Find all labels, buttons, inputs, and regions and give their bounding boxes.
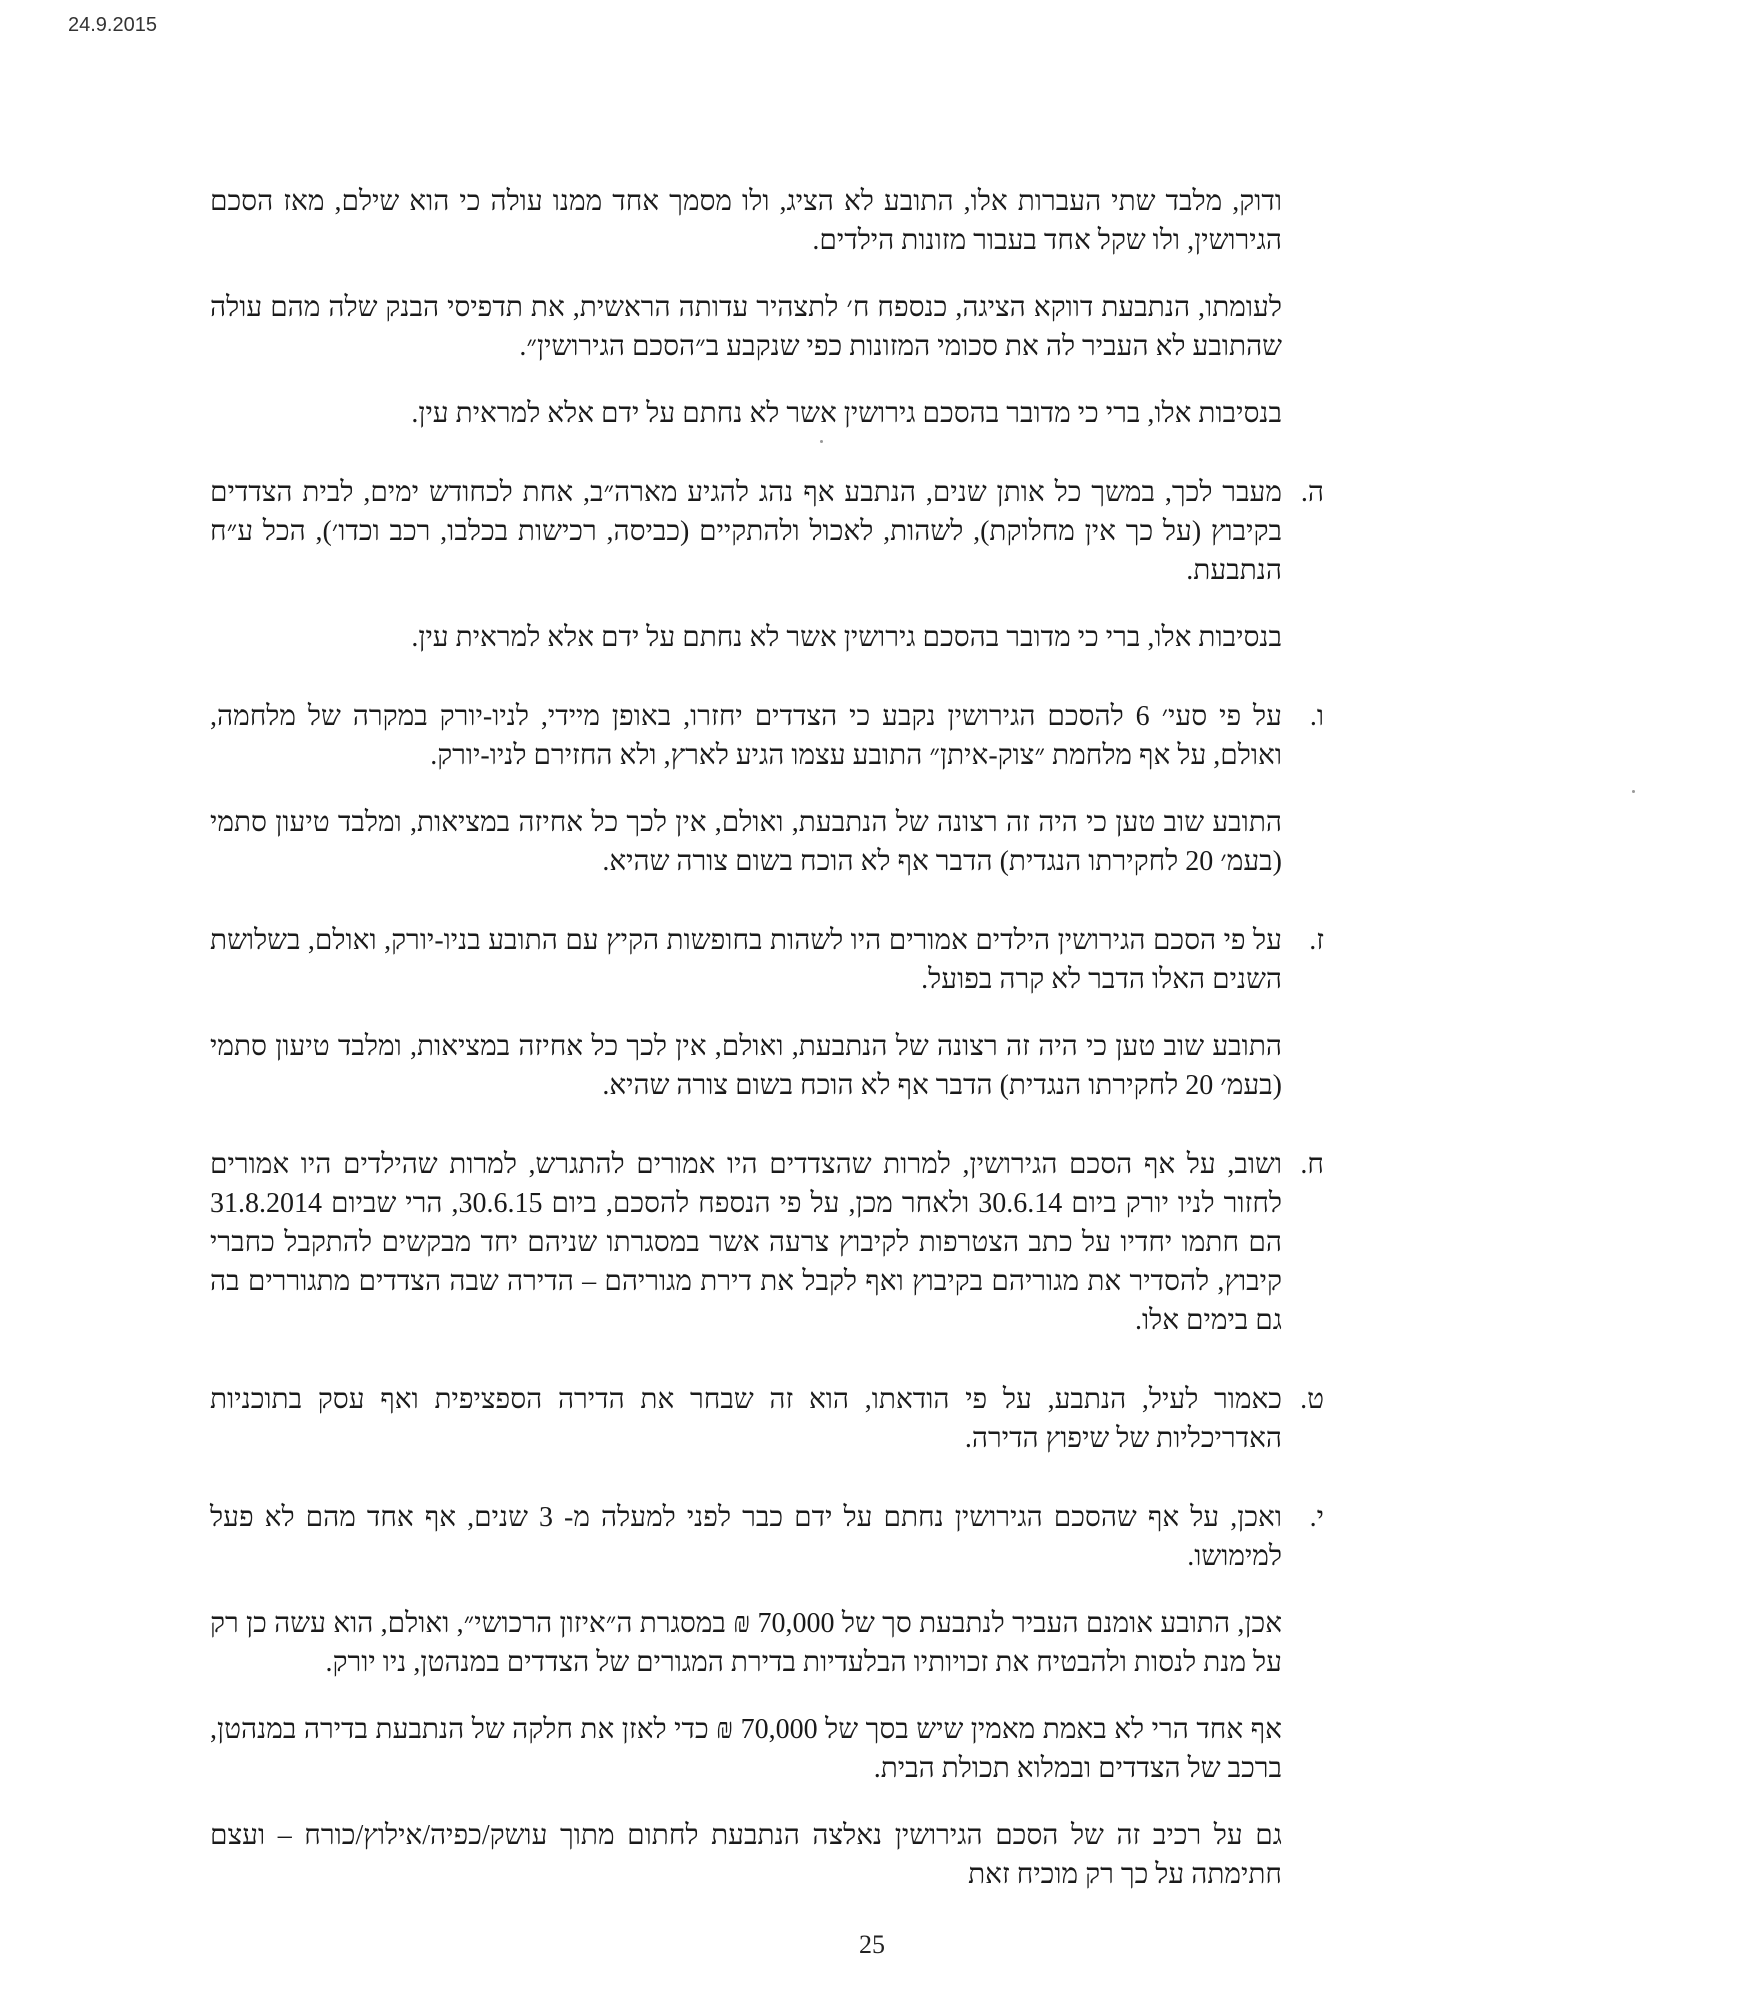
list-marker: ה. <box>1300 477 1324 508</box>
page-number: 25 <box>859 1930 885 1959</box>
paragraph: אכן, התובע אומנם העביר לנתבעת סך של 70,000 ₪ במסגרת ה״איזון הרכושי״, ואולם, הוא עשה כן רק על מנת לנסות ולהבטיח את זכויותיו הבלעדיות בדירת המגורים של הצדדים במנהטן, ניו יורק. <box>210 1608 1282 1678</box>
list-item: ח. ושוב, על אף הסכם הגירושין, למרות שהצדדים היו אמורים להתגרש, למרות שהילדים היו אמורים לחזור לניו יורק ביום 30.6.14 ולאחר מכן, על פי הנספח להסכם, ביום 30.6.15, הרי שביום 31.8.2014 הם חתמו יחדיו על כתב הצטרפות לקיבוץ צרעה אשר במסגרתו שניהם יחד מבקשים להתקבל כחברי קיבוץ, להסדיר את מגוריהם בקיבוץ ואף לקבל את דירת מגוריהם – הדירה שבה הצדדים מתגוררים בה גם בימים אלו. <box>210 1145 1324 1340</box>
list-item: ה. מעבר לכך, במשך כל אותן שנים, הנתבע אף נהג להגיע מארה״ב, אחת לכחודש ימים, לבית הצדדים בקיבוץ (על כך אין מחלוקת), לשהות, לאכול ולהתקיים (כביסה, רכישות בכלבו, רכב וכדו׳), הכל ע״ח הנתבעת. <box>210 473 1324 590</box>
document-body <box>210 182 1324 1894</box>
scan-speck <box>820 440 823 443</box>
list-marker: י. <box>1309 1502 1324 1533</box>
list-marker: ח. <box>1300 1149 1324 1180</box>
list-marker: ט. <box>1300 1384 1324 1415</box>
paragraph: בנסיבות אלו, ברי כי מדובר בהסכם גירושין אשר לא נחתם על ידם אלא למראית עין. <box>411 398 1282 429</box>
paragraph: התובע שוב טען כי היה זה רצונה של הנתבעת, ואולם, אין לכך כל אחיזה במציאות, ומלבד טיעון סתמי (בעמ׳ 20 לחקירתו הנגדית) הדבר אף לא הוכח בשום צורה שהיא. <box>210 807 1282 877</box>
list-item: י. ואכן, על אף שהסכם הגירושין נחתם על ידם כבר לפני למעלה מ- 3 שנים, אף אחד מהם לא פעל למימושו. <box>210 1498 1324 1576</box>
list-marker: ו. <box>1309 701 1324 732</box>
paragraph: בנסיבות אלו, ברי כי מדובר בהסכם גירושין אשר לא נחתם על ידם אלא למראית עין. <box>411 622 1282 653</box>
paragraph: אף אחד הרי לא באמת מאמין שיש בסך של 70,000 ₪ כדי לאזן את חלקה של הנתבעת בדירה במנהטן, ברכב של הצדדים ובמלוא תכולת הבית. <box>210 1714 1282 1784</box>
paragraph: ודוק, מלבד שתי העברות אלו, התובע לא הציג, ולו מסמך אחד ממנו עולה כי הוא שילם, מאז הסכם הגירושין, ולו שקל אחד בעבור מזונות הילדים. <box>210 186 1282 256</box>
list-item: ו. על פי סעי׳ 6 להסכם הגירושין נקבע כי הצדדים יחזרו, באופן מיידי, לניו-יורק במקרה של מלחמה, ואולם, על אף מלחמת ״צוק-איתן״ התובע עצמו הגיע לארץ, ולא החזירם לניו-יורק. <box>210 697 1324 775</box>
paragraph: גם על רכיב זה של הסכם הגירושין נאלצה הנתבעת לחתום מתוך עושק/כפיה/אילוץ/כורח – ועצם חתימתה על כך רק מוכיח זאת <box>210 1820 1282 1890</box>
list-item: ז. על פי הסכם הגירושין הילדים אמורים היו לשהות בחופשות הקיץ עם התובע בניו-יורק, ואולם, בשלושת השנים האלו הדבר לא קרה בפועל. <box>210 921 1324 999</box>
list-marker: ז. <box>1309 925 1324 956</box>
paragraph: התובע שוב טען כי היה זה רצונה של הנתבעת, ואולם, אין לכך כל אחיזה במציאות, ומלבד טיעון סתמי (בעמ׳ 20 לחקירתו הנגדית) הדבר אף לא הוכח בשום צורה שהיא. <box>210 1031 1282 1101</box>
document-date: 24.9.2015 <box>68 14 157 36</box>
scan-speck <box>1632 790 1635 793</box>
list-item: ט. כאמור לעיל, הנתבע, על פי הודאתו, הוא זה שבחר את הדירה הספציפית ואף עסק בתוכניות האדריכליות של שיפוץ הדירה. <box>210 1380 1324 1458</box>
paragraph: לעומתו, הנתבעת דווקא הציגה, כנספח ח׳ לתצהיר עדותה הראשית, את תדפיסי הבנק שלה מהם עולה שהתובע לא העביר לה את סכומי המזונות כפי שנקבע ב״הסכם הגירושין״. <box>210 292 1282 362</box>
